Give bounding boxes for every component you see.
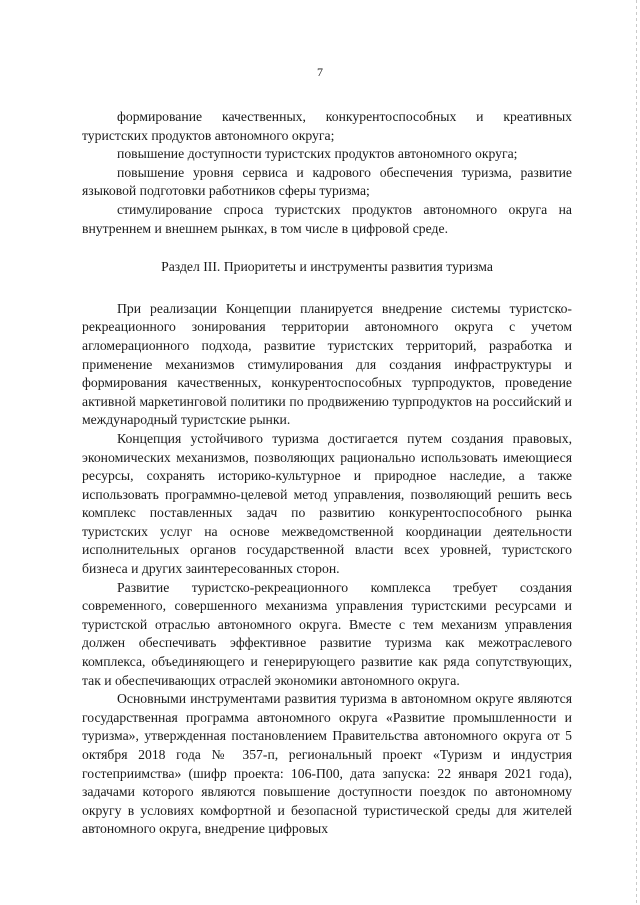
- page-number: 7: [317, 65, 323, 79]
- paragraph: При реализации Концепции планируется внедрение системы туристско-рекреационного зонирования территории автономного округа с учетом агломерационного подхода, развитие туристских территорий, разработка и применение механизмов стимулирования для создания инфраструктуры и формирования качественных, конкурентоспособных турпродуктов, проведение активной маркетинговой политики по продвижению турпродуктов на российский и международный туристские рынки.: [82, 300, 572, 428]
- list-item: повышение уровня сервиса и кадрового обеспечения туризма, развитие языковой подготовки работников сферы туризма;: [82, 164, 572, 199]
- list-item: повышение доступности туристских продуктов автономного округа;: [117, 146, 518, 162]
- paragraph: Концепция устойчивого туризма достигается путем создания правовых, экономических механизмов, позволяющих рационально использовать имеющиеся ресурсы, сохранять историко-культурное и природное наследие, а также использовать программно-целевой метод управления, позволяющий решить весь комплекс поставленных задач по развитию конкурентоспособного рынка туристских услуг на основе межведомственной координации деятельности исполнительных органов государственной власти всех уровней, туристского бизнеса и других заинтересованных сторон.: [82, 430, 572, 577]
- scan-edge-line: [636, 0, 637, 905]
- list-item: стимулирование спроса туристских продуктов автономного округа на внутреннем и внешнем рынках, в том числе в цифровой среде.: [82, 201, 572, 236]
- section-heading: Раздел III. Приоритеты и инструменты развития туризма: [161, 259, 493, 275]
- goal-list: [82, 108, 572, 238]
- section-body: [82, 300, 572, 839]
- list-item: формирование качественных, конкурентоспособных и креативных туристских продуктов автономного округа;: [82, 109, 572, 143]
- page-content: [82, 108, 572, 839]
- paragraph: Развитие туристско-рекреационного комплекса требует создания современного, совершенного механизма управления туристскими ресурсами и туристской отраслью автономного округа. Вместе с тем механизм управления должен обеспечивать эффективное развитие туризма как межотраслевого комплекса, объединяющего и генерирующего развитие как ряда сопутствующих, так и обеспечивающих отраслей экономики автономного округа.: [82, 579, 572, 688]
- paragraph: Основными инструментами развития туризма в автономном округе являются государственная программа автономного округа «Развитие промышленности и туризма», утвержденная постановлением Правительства автономного округа от 5 октября 2018 года № 357-п, региональный проект «Туризм и индустрия гостеприимства» (шифр проекта: 106-П00, дата запуска: 22 января 2021 года), задачами которого являются повышение доступности поездок по автономному округу в условиях комфортной и безопасной туристической среды для жителей автономного округа, внедрение цифровых: [82, 691, 572, 837]
